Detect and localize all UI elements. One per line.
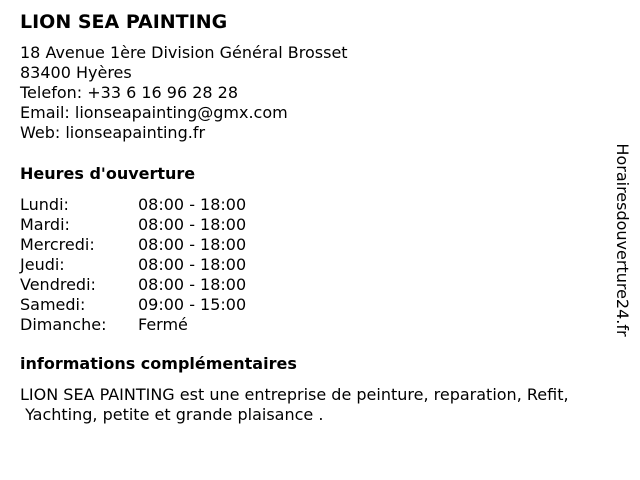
day-hours: 08:00 - 18:00 <box>138 255 247 274</box>
day-hours: 08:00 - 18:00 <box>138 275 247 294</box>
hours-row-tuesday <box>20 215 280 235</box>
description-line-2: Yachting, petite et grande plaisance . <box>20 405 324 424</box>
business-description <box>20 385 635 425</box>
hours-row-friday <box>20 275 280 295</box>
day-label: Dimanche: <box>20 315 107 334</box>
day-label: Vendredi: <box>20 275 96 294</box>
side-brand-watermark: Horairesdouverture24.fr <box>613 143 632 337</box>
day-hours: Fermé <box>138 315 188 334</box>
day-hours: 08:00 - 18:00 <box>138 235 247 254</box>
hours-row-monday <box>20 195 280 215</box>
email-address: Email: lionseapainting@gmx.com <box>20 103 288 122</box>
hours-row-thursday <box>20 255 280 275</box>
description-line-1: LION SEA PAINTING est une entreprise de peinture, reparation, Refit, <box>20 385 569 404</box>
hours-table <box>20 195 280 335</box>
day-hours: 08:00 - 18:00 <box>138 215 247 234</box>
website: Web: lionseapainting.fr <box>20 123 206 142</box>
day-label: Mercredi: <box>20 235 95 254</box>
contact-block <box>20 43 348 143</box>
hours-row-wednesday <box>20 235 280 255</box>
business-name: LION SEA PAINTING <box>20 11 228 33</box>
day-label: Jeudi: <box>20 255 65 274</box>
day-label: Mardi: <box>20 215 70 234</box>
address-street: 18 Avenue 1ère Division Général Brosset <box>20 43 348 62</box>
hours-row-sunday <box>20 315 280 335</box>
address-city: 83400 Hyères <box>20 63 132 82</box>
hours-heading: Heures d'ouverture <box>20 164 196 183</box>
info-heading: informations complémentaires <box>20 354 297 373</box>
day-hours: 09:00 - 15:00 <box>138 295 247 314</box>
day-label: Samedi: <box>20 295 86 314</box>
day-hours: 08:00 - 18:00 <box>138 195 247 214</box>
phone-number: Telefon: +33 6 16 96 28 28 <box>20 83 239 102</box>
day-label: Lundi: <box>20 195 69 214</box>
hours-row-saturday <box>20 295 280 315</box>
